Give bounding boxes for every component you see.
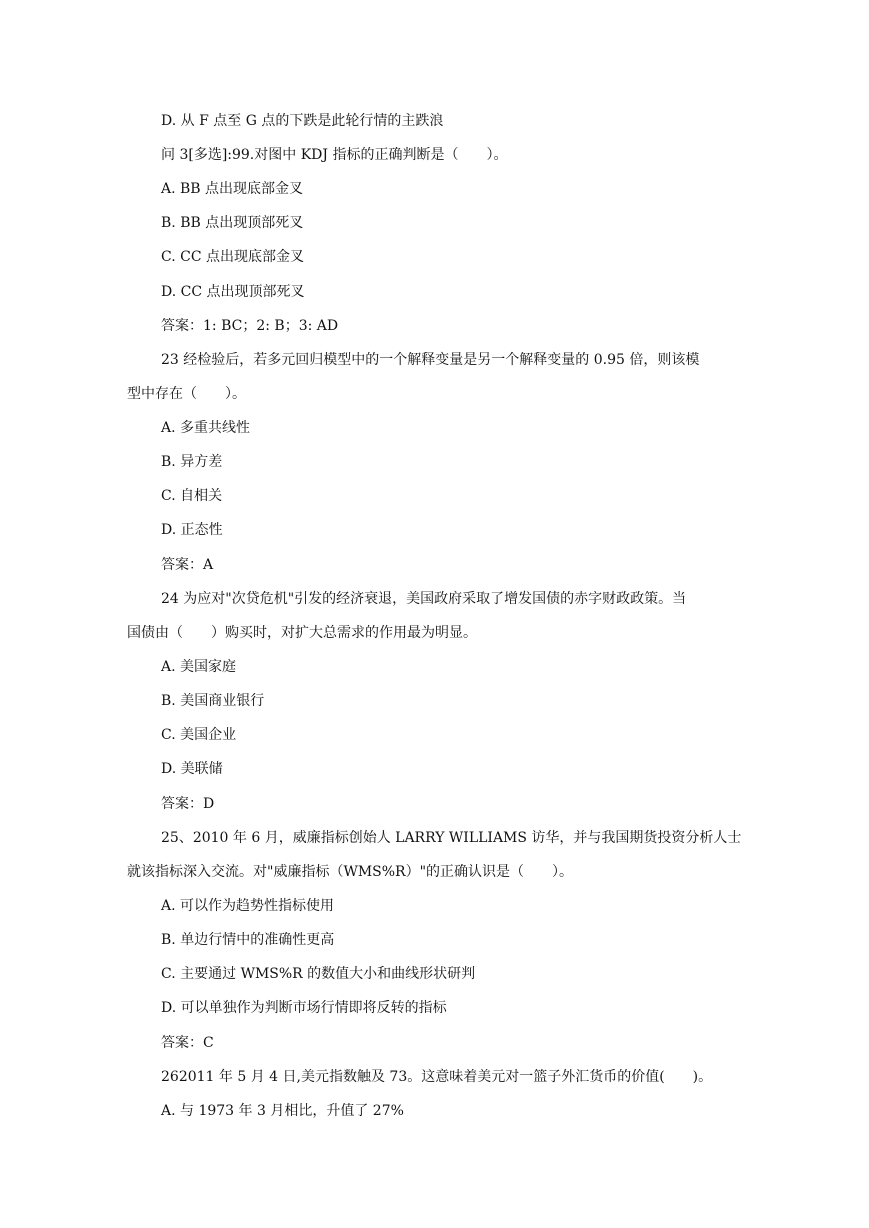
question-25-line1: 25、2010 年 6 月，威廉指标创始人 LARRY WILLIAMS 访华，并与我国期货投资分析人士 xyxy=(161,830,742,846)
question-24-line2: 国债由（ ）购买时，对扩大总需求的作用最为明显。 xyxy=(127,625,477,641)
option-c: C. 美国企业 xyxy=(161,727,237,743)
option-d-q22-3: D. 从 F 点至 G 点的下跌是此轮行情的主跌浪 xyxy=(161,113,444,129)
option-a: A. 可以作为趋势性指标使用 xyxy=(161,898,335,914)
option-a: A. 美国家庭 xyxy=(161,659,237,675)
option-b: B. 美国商业银行 xyxy=(161,693,265,709)
option-c: C. CC 点出现底部金叉 xyxy=(161,249,304,265)
option-b: B. BB 点出现顶部死叉 xyxy=(161,215,304,231)
option-d: D. 正态性 xyxy=(161,522,223,538)
question-23-line2: 型中存在（ ）。 xyxy=(127,386,246,402)
option-c: C. 主要通过 WMS%R 的数值大小和曲线形状研判 xyxy=(161,966,476,982)
option-a: A. BB 点出现底部金叉 xyxy=(161,181,304,197)
option-b: B. 单边行情中的准确性更高 xyxy=(161,932,335,948)
option-d: D. 美联储 xyxy=(161,761,223,777)
question-25-line2: 就该指标深入交流。对"威廉指标（WMS%R）"的正确认识是（ ）。 xyxy=(127,864,574,880)
question-24-line1: 24 为应对"次贷危机"引发的经济衰退，美国政府采取了增发国债的赤字财政政策。当 xyxy=(161,591,687,607)
question-3-multi: 问 3[多选]:99.对图中 KDJ 指标的正确判断是（ ）。 xyxy=(161,147,508,163)
option-a: A. 多重共线性 xyxy=(161,420,251,436)
option-a: A. 与 1973 年 3 月相比，升值了 27% xyxy=(161,1103,404,1119)
answer-24: 答案：D xyxy=(161,796,215,812)
option-b: B. 异方差 xyxy=(161,454,223,470)
option-c: C. 自相关 xyxy=(161,488,223,504)
question-23-line1: 23 经检验后，若多元回归模型中的一个解释变量是另一个解释变量的 0.95 倍，则该模 xyxy=(161,352,700,368)
question-26: 262011 年 5 月 4 日,美元指数触及 73。这意味着美元对一篮子外汇货币的价值( )。 xyxy=(161,1069,713,1085)
answer-23: 答案：A xyxy=(161,557,214,573)
answer-25: 答案：C xyxy=(161,1035,214,1051)
option-d: D. CC 点出现顶部死叉 xyxy=(161,284,305,300)
option-d: D. 可以单独作为判断市场行情即将反转的指标 xyxy=(161,1000,447,1016)
answer-22: 答案：1: BC；2: B；3: AD xyxy=(161,318,339,334)
